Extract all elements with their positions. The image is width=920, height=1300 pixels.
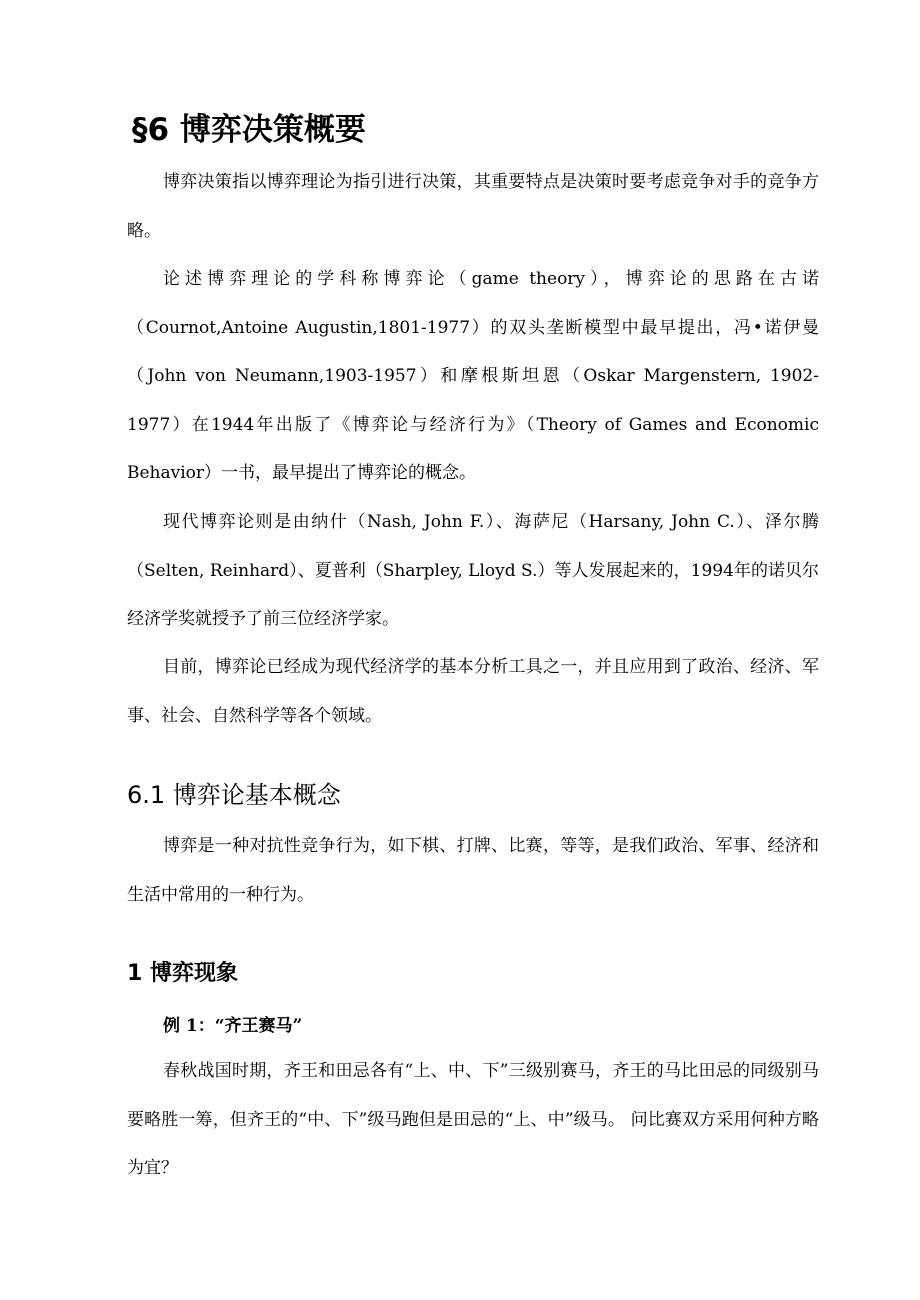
section-6-1-paragraph: 博弈是一种对抗性竞争行为，如下棋、打牌、比赛，等等，是我们政治、军事、经济和生活中常用的一种行为。 xyxy=(127,836,819,905)
section-heading-6-1: 6.1 博弈论基本概念 xyxy=(127,781,341,809)
section-1-paragraph: 春秋战国时期，齐王和田忌各有“上、中、下”三级别赛马，齐王的马比田忌的同级别马要略胜一筹，但齐王的“中、下”级马跑但是田忌的“上、中”级马。 问比赛双方采用何种方略为宜？ xyxy=(127,1061,819,1178)
example-label: 例 1：“齐王赛马” xyxy=(163,1016,303,1036)
section-heading-1: 1 博弈现象 xyxy=(127,961,238,986)
intro-paragraph-3: 现代博弈论则是由纳什（Nash, John F.）、海萨尼（Harsany, John C.）、泽尔腾（Selten, Reinhard）、夏普利（Sharpley, Lloyd S.）等人发展起来的，1994年的诺贝尔经济学奖就授予了前三位经济学家。 xyxy=(127,512,819,629)
document-title: §6 博弈决策概要 xyxy=(132,112,366,148)
intro-paragraph-2: 论述博弈理论的学科称博弈论（game theory），博弈论的思路在古诺（Cournot,Antoine Augustin,1801-1977）的双头垄断模型中最早提出，冯•诺伊曼（John von Neumann,1903-1957）和摩根斯坦恩（Oskar Margenstern, 1902-1977）在1944年出版了《博弈论与经济行为》（Theory of Games and Economic Behavior）一书，最早提出了博弈论的概念。 xyxy=(127,269,819,483)
intro-paragraph-4: 目前，博弈论已经成为现代经济学的基本分析工具之一，并且应用到了政治、经济、军事、社会、自然科学等各个领域。 xyxy=(127,657,819,726)
intro-paragraph-1: 博弈决策指以博弈理论为指引进行决策，其重要特点是决策时要考虑竞争对手的竞争方略。 xyxy=(127,172,819,241)
